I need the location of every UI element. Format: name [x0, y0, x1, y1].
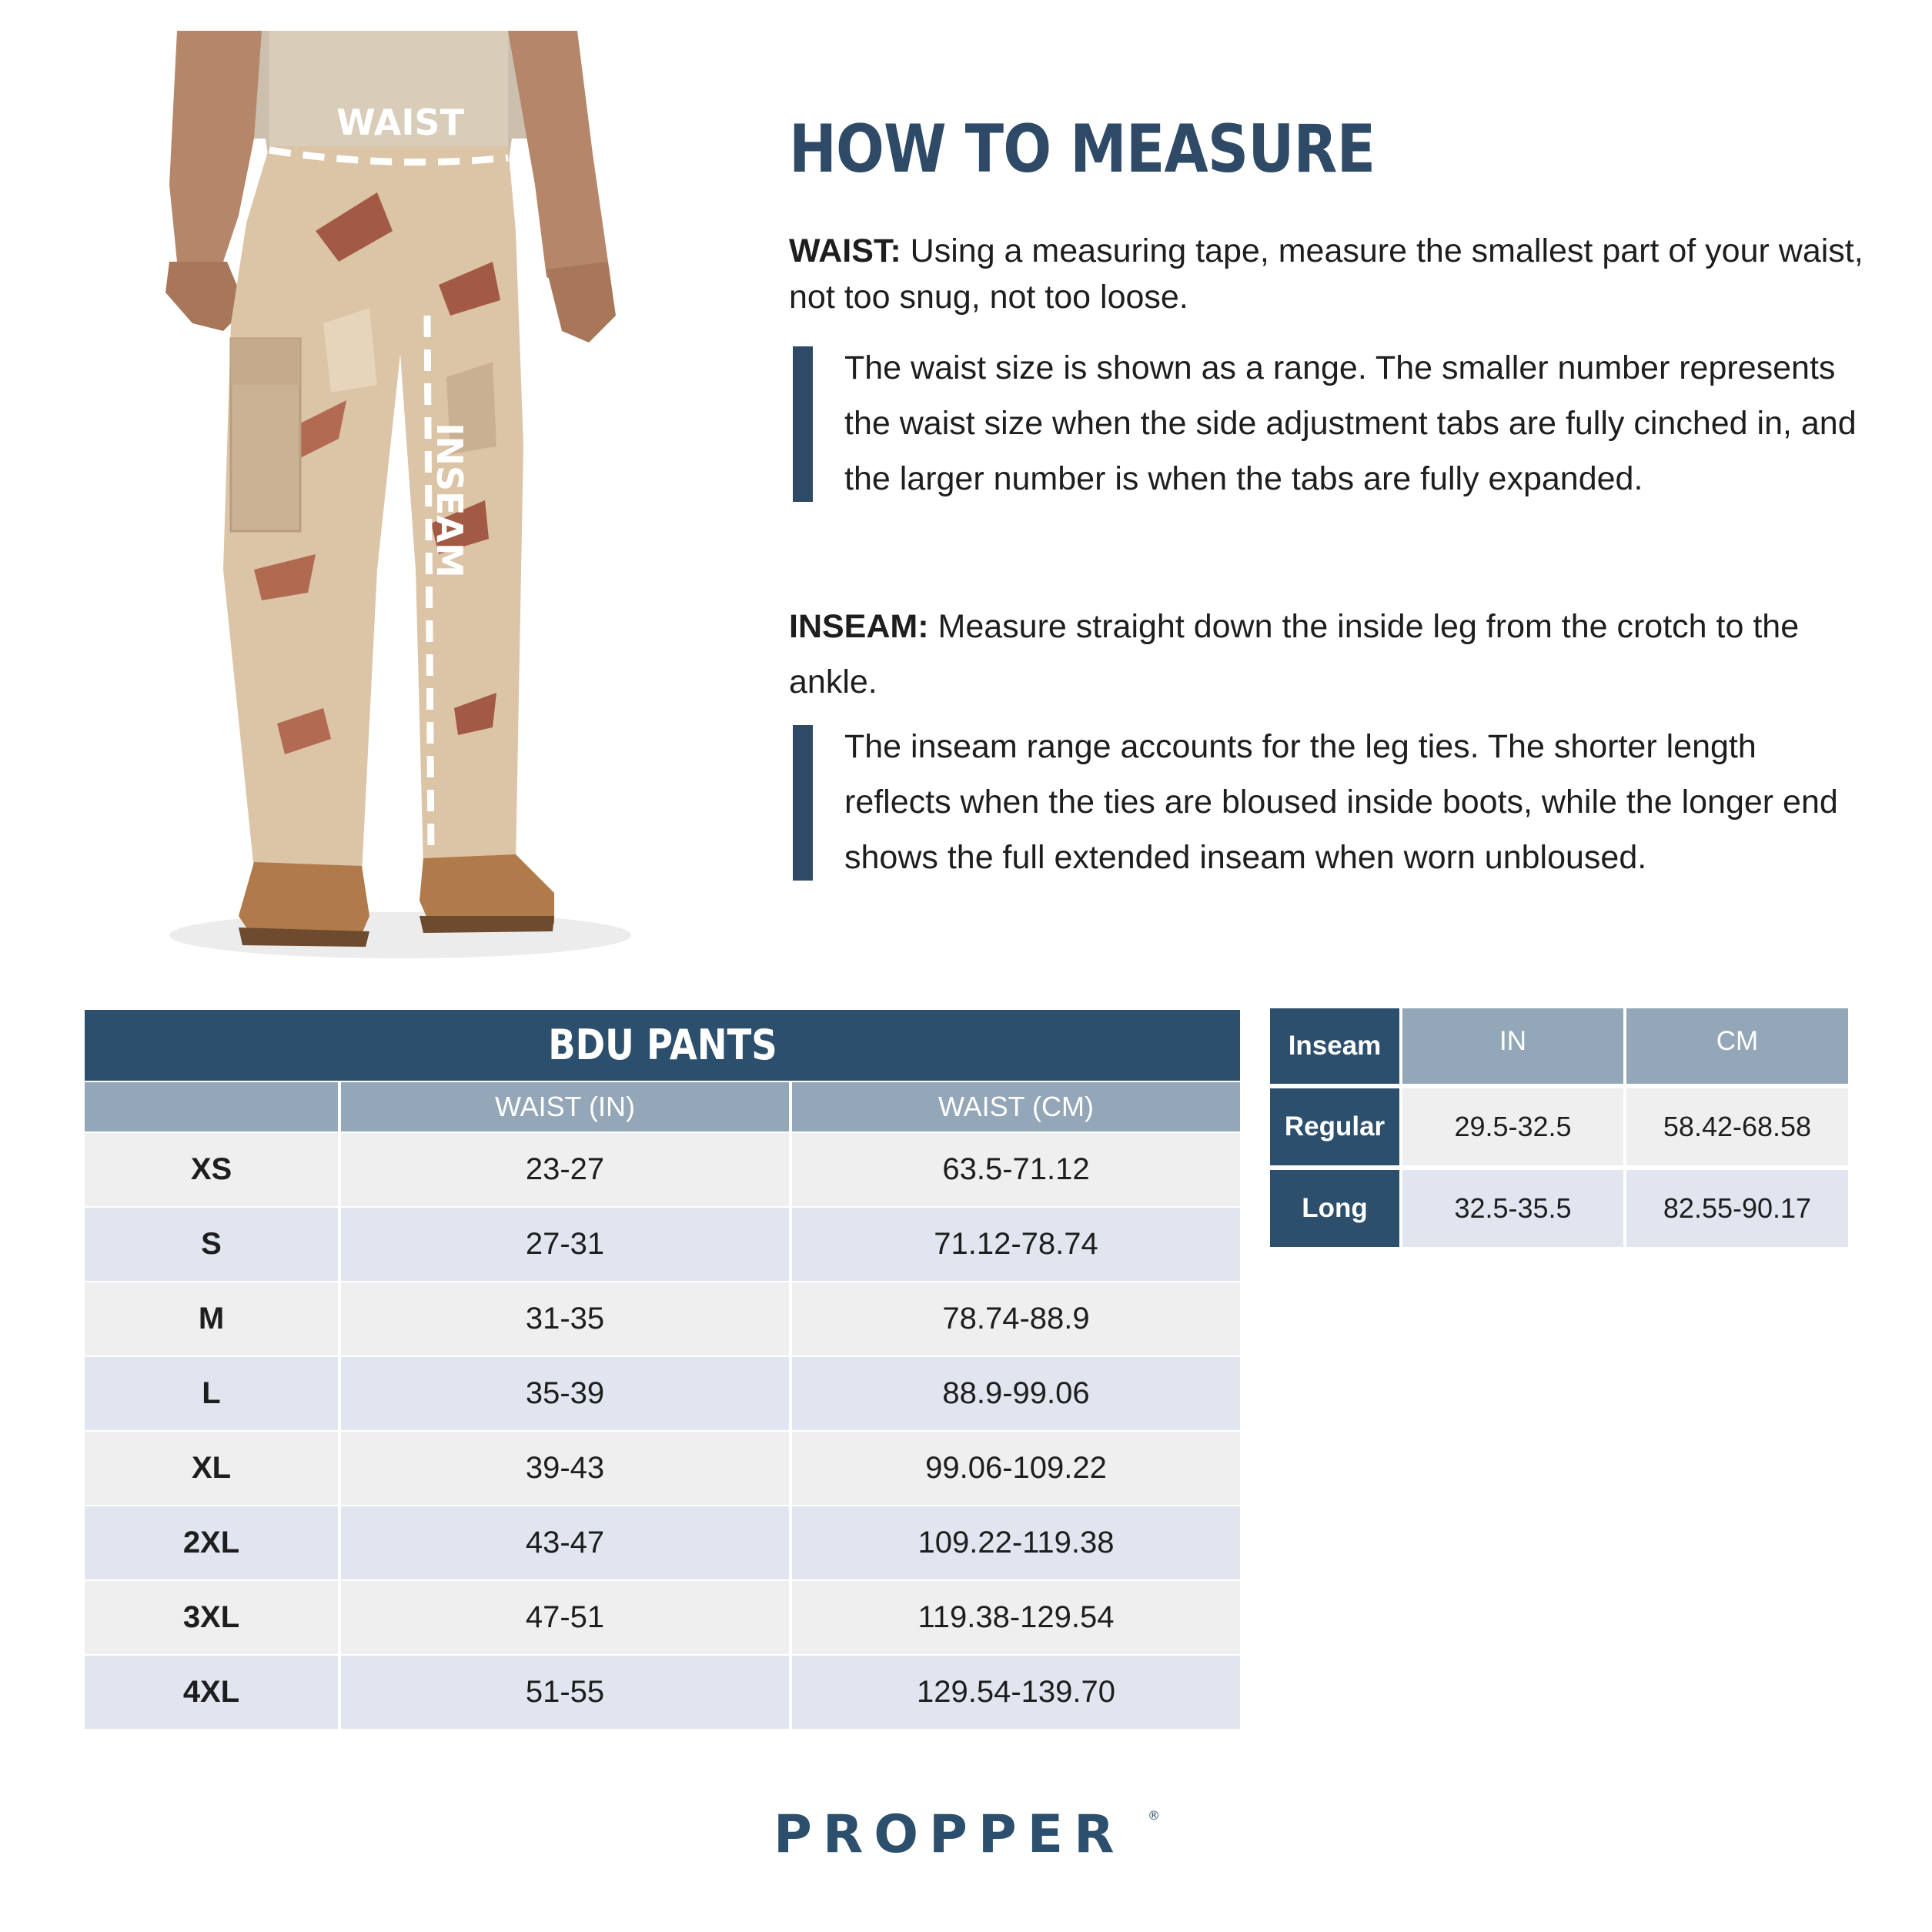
registered-mark: ®: [1148, 1808, 1160, 1823]
table-row: [85, 1506, 1240, 1579]
waist-text: Using a measuring tape, measure the smallest part of your waist, not too snug, not too loose.: [789, 232, 1863, 316]
table-row: [85, 1208, 1240, 1281]
table-row: [1270, 1170, 1848, 1247]
waist-cm-cell: 129.54-139.70: [792, 1656, 1240, 1729]
waist-cm-cell: 88.9-99.06: [792, 1357, 1240, 1430]
waist-in-cell: 27-31: [341, 1208, 792, 1281]
logo-wordmark: PROPPER: [774, 1804, 1125, 1865]
waist-cm-cell: 109.22-119.38: [792, 1506, 1240, 1579]
waist-cm-cell: 78.74-88.9: [792, 1282, 1240, 1355]
propper-logo: [774, 1801, 1158, 1863]
waist-in-cell: 31-35: [341, 1282, 792, 1355]
inseam-term: INSEAM:: [789, 608, 929, 645]
inseam-table-header-row: [1270, 1008, 1848, 1084]
page-title: HOW TO MEASURE: [789, 111, 1375, 188]
inseam-in-cell: 29.5-32.5: [1402, 1088, 1623, 1165]
inseam-note: [789, 719, 1867, 885]
waist-in-cell: 43-47: [341, 1506, 792, 1579]
inseam-note-accent-bar: [793, 725, 813, 881]
waist-in-cell: 39-43: [341, 1432, 792, 1505]
table-row: [85, 1357, 1240, 1430]
size-cell: M: [85, 1282, 341, 1355]
inseam-cm-cell: 82.55-90.17: [1626, 1170, 1848, 1247]
waist-cm-cell: 71.12-78.74: [792, 1208, 1240, 1281]
waist-cm-cell: 63.5-71.12: [792, 1133, 1240, 1206]
pants-measurement-illustration: [146, 31, 647, 970]
table-row: [85, 1282, 1240, 1355]
waist-note: [789, 340, 1867, 506]
inseam-row-label: Regular: [1270, 1088, 1399, 1165]
bdu-size-table: [85, 1010, 1240, 1729]
waist-in-cell: 51-55: [341, 1656, 792, 1729]
inseam-text: Measure straight down the inside leg from the crotch to the ankle.: [789, 608, 1800, 700]
size-cell: S: [85, 1208, 341, 1281]
table-row: [85, 1133, 1240, 1206]
waist-instruction: [789, 228, 1867, 320]
inseam-row-label: Long: [1270, 1170, 1399, 1247]
inseam-size-table: [1270, 1008, 1848, 1252]
waist-note-accent-bar: [793, 346, 813, 502]
waist-cm-cell: 119.38-129.54: [792, 1581, 1240, 1654]
size-cell: XS: [85, 1133, 341, 1206]
bdu-header-size: [85, 1082, 341, 1131]
inseam-header-cm: CM: [1626, 1008, 1848, 1084]
size-cell: 4XL: [85, 1656, 341, 1729]
waist-in-cell: 47-51: [341, 1581, 792, 1654]
waist-in-cell: 35-39: [341, 1357, 792, 1430]
waist-term: WAIST:: [789, 232, 901, 269]
table-row: [85, 1656, 1240, 1729]
how-to-measure-section: [789, 108, 1867, 885]
bdu-header-waist-cm: WAIST (CM): [792, 1082, 1240, 1131]
inseam-cm-cell: 58.42-68.58: [1626, 1088, 1848, 1165]
bdu-table-header-row: [85, 1082, 1240, 1131]
waist-cm-cell: 99.06-109.22: [792, 1432, 1240, 1505]
inseam-note-text: The inseam range accounts for the leg ties. The shorter length reflects when the ties are bloused inside boots, while the longer end shows the full extended inseam when worn unbloused.: [844, 728, 1838, 876]
table-row: [85, 1432, 1240, 1505]
waist-label: WAIST: [336, 102, 464, 143]
inseam-label: INSEAM: [429, 423, 470, 578]
size-cell: 3XL: [85, 1581, 341, 1654]
bdu-table-title: [85, 1010, 1240, 1081]
bdu-header-waist-in: WAIST (IN): [341, 1082, 792, 1131]
inseam-header-in: IN: [1402, 1008, 1623, 1084]
size-cell: XL: [85, 1432, 341, 1505]
inseam-instruction: [789, 599, 1867, 710]
inseam-header-label: Inseam: [1270, 1008, 1399, 1084]
inseam-in-cell: 32.5-35.5: [1402, 1170, 1623, 1247]
bdu-table-title-text: BDU PANTS: [547, 1021, 777, 1069]
bdu-table-body: [85, 1133, 1240, 1729]
table-row: [1270, 1088, 1848, 1165]
waist-in-cell: 23-27: [341, 1133, 792, 1206]
table-row: [85, 1581, 1240, 1654]
waist-note-text: The waist size is shown as a range. The smaller number represents the waist size when the side adjustment tabs are fully cinched in, and the larger number is when the tabs are fully expanded.: [844, 349, 1857, 497]
size-cell: L: [85, 1357, 341, 1430]
size-cell: 2XL: [85, 1506, 341, 1579]
